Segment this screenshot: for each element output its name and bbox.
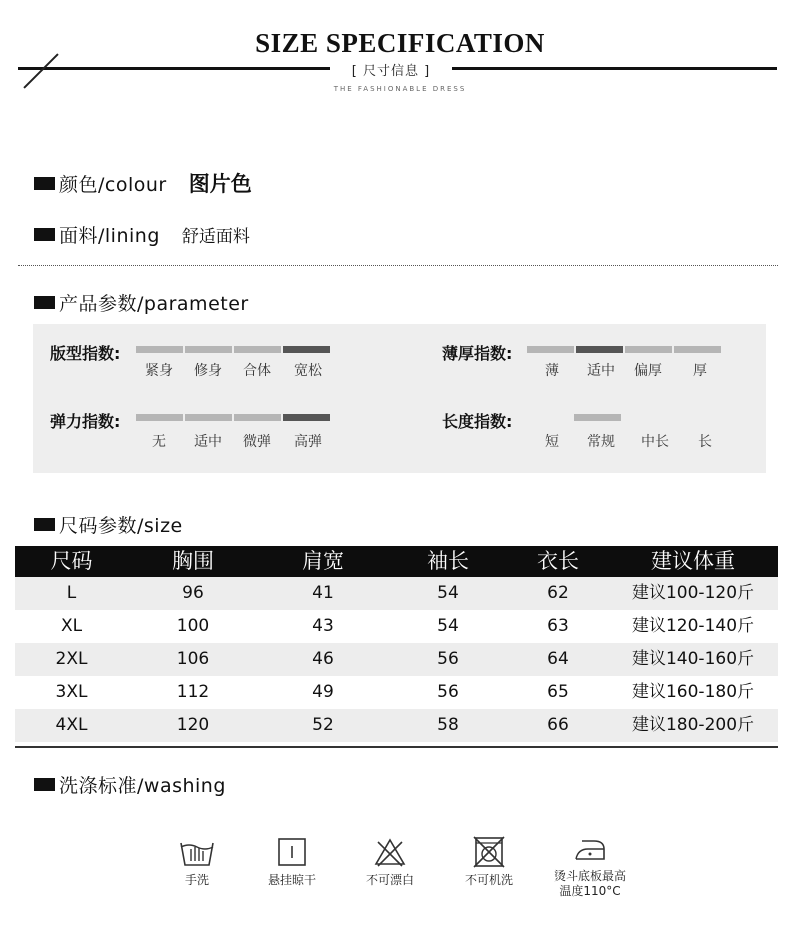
- washing-section: [34, 771, 226, 798]
- length-option: 长: [698, 434, 712, 450]
- size-section: [34, 511, 183, 538]
- table-row: [15, 643, 778, 676]
- table-row: [15, 676, 778, 709]
- table-cell: 建议100-120斤: [631, 583, 755, 603]
- table-row: [15, 709, 778, 742]
- dotted-divider: [18, 265, 778, 266]
- table-cell: 120: [176, 715, 210, 735]
- table-cell: 58: [437, 715, 459, 735]
- fit-index-segment: [234, 346, 281, 353]
- wash-label: 不可机洗: [464, 873, 513, 887]
- elasticity-index-segment: [185, 414, 232, 421]
- section-marker: [34, 778, 55, 791]
- fit-option: 合体: [243, 363, 271, 379]
- elasticity-option: 无: [152, 434, 166, 450]
- elasticity-option: 高弹: [294, 434, 322, 450]
- length-option: 短: [545, 434, 559, 450]
- table-cell: 46: [312, 649, 334, 669]
- parameter-heading: 产品参数/parameter: [59, 293, 249, 315]
- washing-heading: 洗涤标准/washing: [59, 775, 226, 797]
- table-cell: 65: [547, 682, 569, 702]
- thickness-index-segment: [674, 346, 721, 353]
- wash-item: [545, 835, 635, 899]
- fit-option: 宽松: [294, 363, 322, 379]
- thickness-option: 厚: [693, 363, 707, 379]
- thickness-option: 薄: [545, 363, 559, 379]
- hand-wash-icon: [152, 835, 242, 869]
- colour-label: 颜色/colour: [59, 173, 167, 196]
- page-title: SIZE SPECIFICATION: [255, 28, 545, 58]
- column-header: 建议体重: [651, 549, 735, 573]
- table-cell: 49: [312, 682, 334, 702]
- page-subtitle: [ 尺寸信息 ]: [351, 64, 431, 79]
- table-cell: 54: [437, 583, 459, 603]
- section-marker: [34, 296, 55, 309]
- lining-section: [34, 221, 250, 248]
- elasticity-option: 微弹: [243, 434, 271, 450]
- thickness-option: 适中: [587, 363, 615, 379]
- table-bottom-rule: [15, 746, 778, 748]
- colour-section: [34, 168, 252, 198]
- elasticity-index-segment-selected: [283, 414, 330, 421]
- table-cell: 2XL: [55, 649, 88, 669]
- header-rule-left: [18, 67, 330, 70]
- wash-item: [247, 835, 337, 888]
- table-cell: 106: [176, 649, 210, 669]
- table-cell: 41: [312, 583, 334, 603]
- table-cell: 建议160-180斤: [631, 682, 755, 702]
- thickness-index-label: 薄厚指数:: [442, 344, 513, 363]
- table-cell: 建议140-160斤: [631, 649, 755, 669]
- column-header: 肩宽: [302, 549, 344, 573]
- table-cell: L: [66, 583, 77, 603]
- thickness-index-segment: [527, 346, 574, 353]
- fit-index-segment: [185, 346, 232, 353]
- length-option: 中长: [641, 434, 669, 450]
- iron-label-line2: 温度110°C: [559, 884, 621, 898]
- table-cell: 96: [182, 583, 204, 603]
- table-cell: 66: [547, 715, 569, 735]
- length-index-label: 长度指数:: [442, 412, 513, 431]
- table-cell: 62: [547, 583, 569, 603]
- table-cell: 建议180-200斤: [631, 715, 755, 735]
- section-marker: [34, 177, 55, 190]
- table-cell: 4XL: [55, 715, 88, 735]
- column-header: 胸围: [172, 549, 214, 573]
- table-cell: 56: [437, 649, 459, 669]
- page-tagline: THE FASHIONABLE DRESS: [333, 85, 467, 93]
- lining-value: 舒适面料: [181, 227, 250, 247]
- table-cell: 56: [437, 682, 459, 702]
- column-header: 袖长: [427, 549, 469, 573]
- column-header: 尺码: [50, 549, 93, 573]
- wash-item: [345, 835, 435, 888]
- table-row: [15, 577, 778, 610]
- elasticity-index-segment: [234, 414, 281, 421]
- table-header: [15, 546, 778, 577]
- table-cell: 54: [437, 616, 459, 636]
- fit-index-label: 版型指数:: [50, 344, 121, 363]
- table-cell: 3XL: [55, 682, 88, 702]
- iron-label-line1: 烫斗底板最高: [553, 869, 626, 883]
- table-cell: 52: [312, 715, 334, 735]
- header-rule-right: [452, 67, 777, 70]
- parameter-panel: [33, 324, 766, 473]
- wash-label: 手洗: [184, 873, 209, 887]
- thickness-option: 偏厚: [634, 363, 662, 379]
- size-heading: 尺码参数/size: [59, 515, 183, 537]
- no-machine-wash-icon: [444, 835, 534, 869]
- wash-item: [444, 835, 534, 888]
- lining-label: 面料/lining: [59, 225, 160, 247]
- elasticity-index-segment: [136, 414, 183, 421]
- hang-dry-icon: [247, 835, 337, 869]
- fit-option: 紧身: [145, 363, 173, 379]
- table-cell: 100: [176, 616, 210, 636]
- table-body: [15, 577, 778, 742]
- thickness-index-segment-selected: [576, 346, 623, 353]
- length-index-segment-selected: [574, 414, 621, 421]
- column-header: 衣长: [537, 549, 579, 573]
- table-cell: XL: [60, 616, 83, 636]
- table-cell: 建议120-140斤: [631, 616, 755, 636]
- table-row: [15, 610, 778, 643]
- fit-option: 修身: [194, 363, 222, 379]
- wash-label: 不可漂白: [365, 873, 414, 887]
- table-cell: 63: [547, 616, 569, 636]
- table-cell: 43: [312, 616, 334, 636]
- parameter-section: [34, 289, 249, 316]
- wash-label: [545, 869, 635, 899]
- section-marker: [34, 228, 55, 241]
- elasticity-option: 适中: [194, 434, 222, 450]
- wash-item: [152, 835, 242, 888]
- table-cell: 112: [176, 682, 210, 702]
- iron-icon: [545, 835, 635, 865]
- size-table: [15, 546, 778, 742]
- section-marker: [34, 518, 55, 531]
- fit-index-segment: [136, 346, 183, 353]
- length-option: 常规: [587, 434, 615, 450]
- elasticity-index-label: 弹力指数:: [50, 412, 121, 431]
- fit-index-segment-selected: [283, 346, 330, 353]
- no-bleach-icon: [345, 835, 435, 869]
- wash-label: 悬挂晾干: [267, 873, 316, 887]
- table-cell: 64: [547, 649, 569, 669]
- thickness-index-segment: [625, 346, 672, 353]
- colour-value: 图片色: [188, 172, 252, 196]
